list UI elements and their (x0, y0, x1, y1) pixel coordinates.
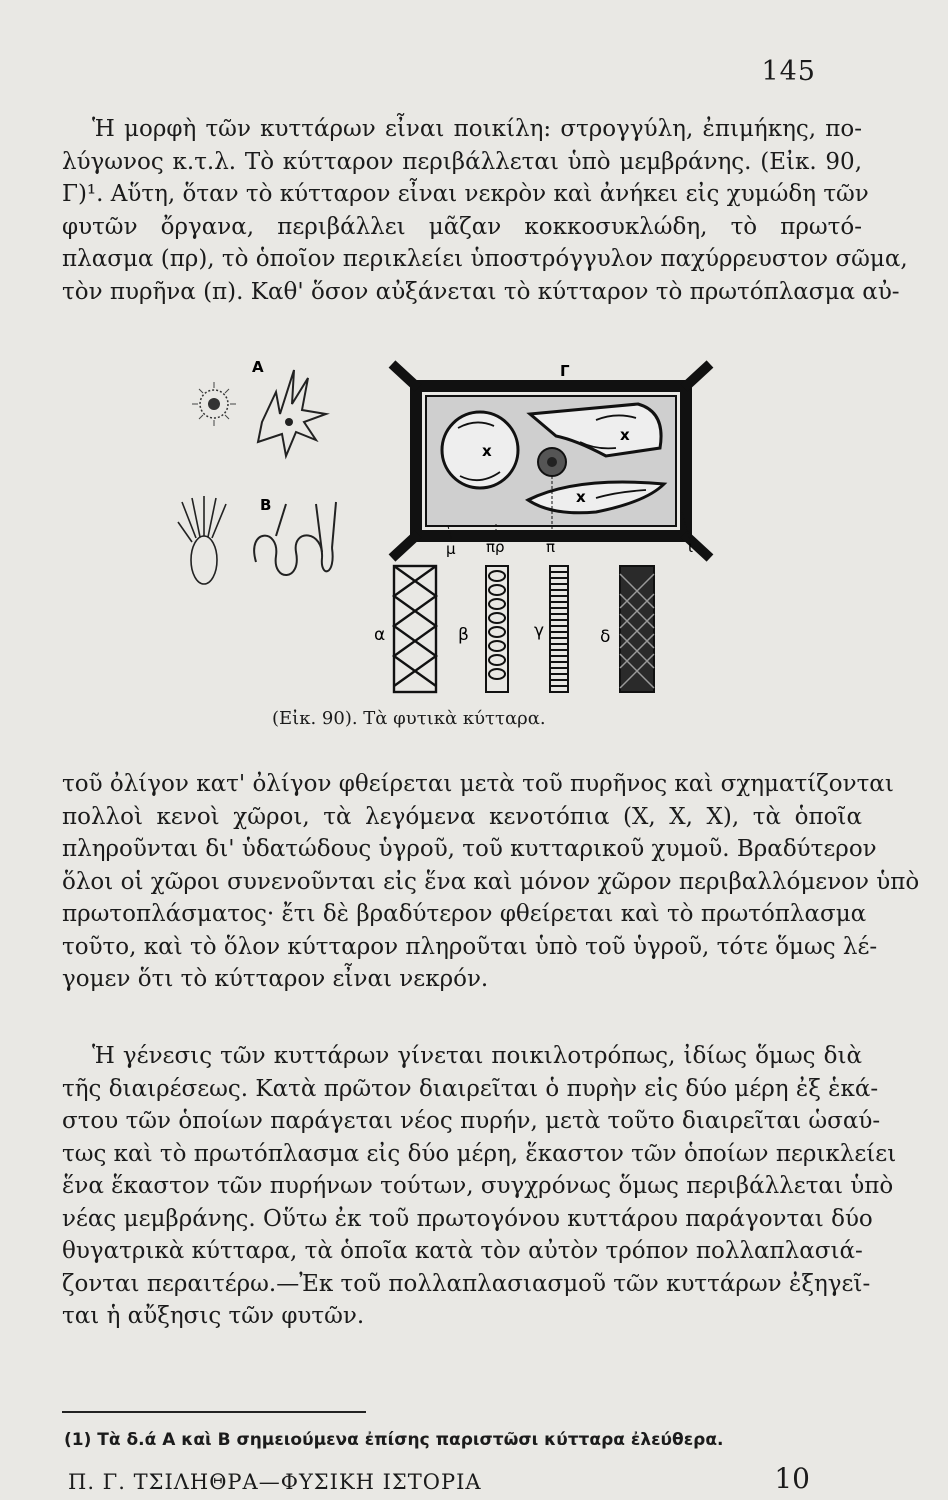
page-number: 145 (761, 56, 816, 87)
free-cell-a-round (192, 382, 236, 426)
paragraph-vacuoles (62, 768, 920, 996)
text-line: πλασμα (πρ), τὸ ὁποῖον περικλείει ὑποστρόγγυλον παχύρρευστον σῶμα, (62, 246, 908, 272)
text-line: τως καὶ τὸ πρωτόπλασμα εἰς δύο μέρη, ἕκαστον τῶν ὁποίων περικλείει (62, 1140, 897, 1167)
free-cell-b-ciliated (178, 496, 226, 584)
text-line: στου τῶν ὁποίων παράγεται νέος πυρήν, μετὰ τοῦτο διαιρεῖται ὡσαύ- (62, 1108, 881, 1134)
text-line: θυγατρικὰ κύτταρα, τὰ ὁποῖα κατὰ τὸν αὐτὸν τρόπον πολλαπλασιά- (62, 1238, 863, 1264)
text-line: τῆς διαιρέσεως. Κατὰ πρῶτον διαιρεῖται ὁ πυρὴν εἰς δύο μέρη ἐξ ἑκά- (62, 1075, 879, 1102)
text-line: ὅλοι οἱ χῶροι συνενοῦνται εἰς ἕνα καὶ μόνον χῶρον περιβαλλόμενον ὑπὸ (62, 868, 920, 895)
text-line: ται ἡ αὔξησις τῶν φυτῶν. (62, 1303, 365, 1329)
plant-cell-diagram (392, 362, 710, 558)
free-cell-a-amoeboid (258, 370, 326, 456)
footer-author-title: Π. Γ. ΤΣΙΛΗΘΡΑ—ΦΥΣΙΚΗ ΙΣΤΟΡΙΑ (68, 1470, 482, 1494)
vessel-gamma (550, 566, 568, 692)
footnote-divider (62, 1411, 366, 1413)
text-line: νέας μεμβράνης. Οὕτω ἐκ τοῦ πρωτογόνου κυττάρου παράγονται δύο (62, 1205, 873, 1232)
label-beta: β (458, 625, 469, 645)
text-line: τοῦτο, καὶ τὸ ὅλον κύτταρον πληροῦται ὑπὸ τοῦ ὑγροῦ, τότε ὅμως λέ- (62, 933, 878, 960)
text-line: φυτῶν ὄργανα, περιβάλλει μᾶζαν κοκκοσυκλώδη, τὸ πρωτό- (62, 213, 862, 240)
text-line: λύγωνος κ.τ.λ. Τὸ κύτταρον περιβάλλεται ὑπὸ μεμβράνης. (Εἰκ. 90, (62, 148, 862, 175)
text-line: πρωτοπλάσματος· ἔτι δὲ βραδύτερον φθείρεται καὶ τὸ πρωτόπλασμα (62, 901, 867, 927)
text-line: πληροῦνται δι' ὑδατώδους ὑγροῦ, τοῦ κυτταρικοῦ χυμοῦ. Βραδύτερον (62, 836, 877, 862)
label-G: Γ (560, 362, 570, 380)
vessel-delta (620, 566, 654, 692)
text-line: ζονται περαιτέρω.—Ἐκ τοῦ πολλαπλασιασμοῦ τῶν κυττάρων ἐξηγεῖ- (62, 1270, 871, 1297)
label-membrane: μ (446, 540, 456, 558)
text-line: ἕνα ἕκαστον τῶν πυρήνων τούτων, συγχρόνως ὅμως περιβάλλεται ὑπὸ (62, 1173, 894, 1199)
footnote: (1) Τὰ δ.ά Α καὶ Β σημειούμενα ἐπίσης παριστῶσι κύτταρα ἐλεύθερα. (64, 1430, 724, 1450)
paragraph-cell-division (62, 1040, 897, 1333)
label-B: Β (260, 496, 272, 514)
figure-caption: (Εἰκ. 90). Τὰ φυτικὰ κύτταρα. (272, 708, 546, 729)
text-line: γομεν ὅτι τὸ κύτταρον εἶναι νεκρόν. (62, 966, 489, 992)
label-gamma: γ (534, 621, 545, 641)
vacuole-label-2: x (620, 426, 630, 444)
text-line: πολλοὶ κενοὶ χῶροι, τὰ λεγόμενα κενοτόπια (Χ, Χ, Χ), τὰ ὁποῖα (62, 803, 862, 830)
text-line: Ἡ μορφὴ τῶν κυττάρων εἶναι ποικίλη: στρογγύλη, ἐπιμήκης, πο- (92, 116, 862, 142)
label-A: Α (252, 358, 264, 376)
text-line: τοῦ ὀλίγον κατ' ὀλίγον φθείρεται μετὰ τοῦ πυρῆνος καὶ σχηματίζονται (62, 771, 894, 797)
text-line: Γ)¹. Αὕτη, ὅταν τὸ κύτταρον εἶναι νεκρὸν καὶ ἀνήκει εἰς χυμώδη τῶν (62, 181, 869, 207)
vacuole-label-1: x (482, 442, 492, 460)
paragraph-cell-form (62, 113, 908, 308)
label-iota: ι (688, 538, 694, 556)
plant-cells-figure (176, 352, 716, 712)
label-protoplasm: πρ (486, 538, 505, 556)
label-delta: δ (600, 627, 611, 647)
text-line: τὸν πυρῆνα (π). Καθ' ὅσον αὐξάνεται τὸ κύτταρον τὸ πρωτόπλασμα αὐ- (62, 278, 900, 305)
text-line: Ἡ γένεσις τῶν κυττάρων γίνεται ποικιλοτρόπως, ἰδίως ὅμως διὰ (92, 1043, 862, 1069)
label-alpha: α (374, 625, 386, 645)
vessel-beta (486, 566, 508, 692)
vacuole-label-3: x (576, 488, 586, 506)
label-nucleus: π (546, 538, 556, 556)
footer-signature-number: 10 (774, 1462, 810, 1495)
vessel-alpha (394, 566, 436, 692)
